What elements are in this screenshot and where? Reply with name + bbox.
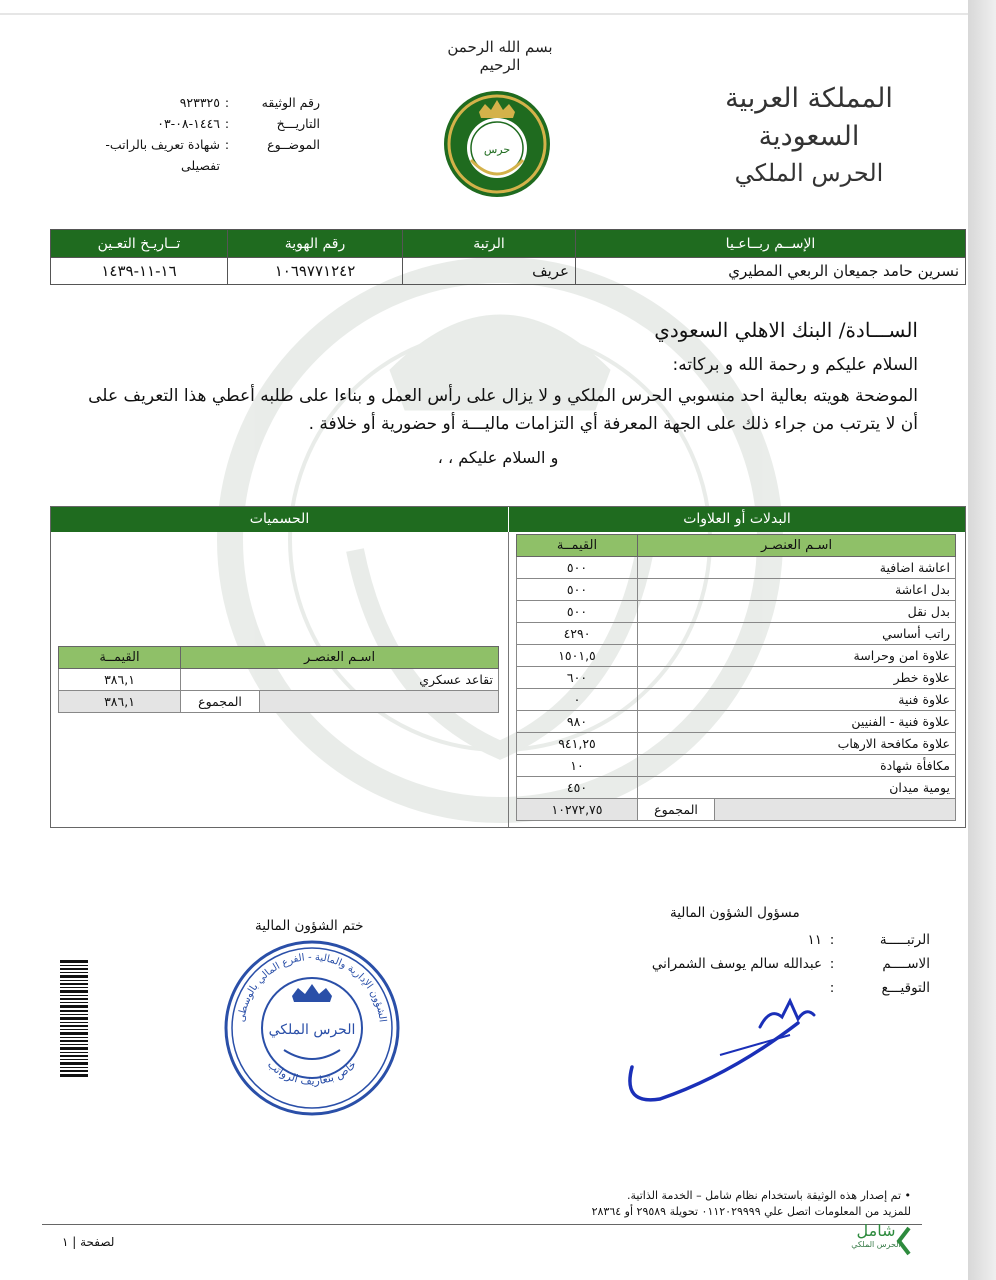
colon: :: [829, 932, 835, 948]
rank-label: الرتبـــــة: [879, 932, 930, 948]
allowance-name: يومية ميدان: [638, 777, 956, 799]
section-divider: [508, 532, 509, 827]
name-label: الاســــم: [882, 956, 930, 972]
allowance-value: ٥٠٠: [517, 557, 638, 579]
finance-stamp: [222, 938, 402, 1118]
stamp-center-text: الحرس الملكي: [268, 1022, 356, 1038]
footer-divider: [42, 1224, 922, 1225]
allowance-value: ٩٤١,٢٥: [517, 733, 638, 755]
header-id: رقم الهوية: [228, 230, 403, 258]
allowance-row: [517, 667, 956, 689]
page-number: لصفحة | ١: [62, 1235, 115, 1249]
addressee: الســـادة/ البنك الاهلي السعودي: [654, 318, 918, 342]
deductions-header-row: [59, 647, 499, 669]
svg-text:حرس: حرس: [483, 143, 511, 156]
colon: :: [224, 116, 230, 131]
doc-number-row: [70, 92, 320, 113]
finance-officer-title: مسؤول الشؤون المالية: [670, 905, 800, 921]
allowance-name: علاوة امن وحراسة: [638, 645, 956, 667]
stamp-title: ختم الشؤون المالية: [255, 918, 364, 934]
colon: :: [829, 980, 835, 996]
subject-label: الموضــوع: [267, 137, 320, 152]
employee-rank: عريف: [403, 258, 576, 285]
deductions-body: [59, 669, 499, 691]
sign-label: التوقيـــع: [881, 980, 930, 996]
allowances-title: البدلات أو العلاوات: [509, 507, 965, 532]
greeting: السلام عليكم و رحمة الله و بركاته:: [672, 355, 918, 375]
allowance-row: [517, 755, 956, 777]
allowance-value: ١٠: [517, 755, 638, 777]
subject-row: [70, 134, 320, 176]
allowances-table: [516, 534, 956, 821]
employee-name: نسرين حامد جميعان الربعي المطيري: [576, 258, 966, 285]
signatory-name: عبدالله سالم يوسف الشمراني: [651, 956, 822, 972]
employee-id: ١٠٦٩٧٧١٢٤٢: [228, 258, 403, 285]
allowance-name: راتب أساسي: [638, 623, 956, 645]
stamp-bottom-text: خاص بتعاريف الرواتب: [265, 1057, 359, 1088]
date-label: التاريـــخ: [276, 116, 320, 131]
kingdom-title: [674, 80, 944, 190]
deduction-row: [59, 669, 499, 691]
doc-number-label: رقم الوثيقه: [261, 95, 320, 110]
allowance-col-value: القيمــة: [517, 535, 638, 557]
header-name: الإســم ربــاعـيا: [576, 230, 966, 258]
allowance-col-name: اسـم العنصـر: [638, 535, 956, 557]
doc-number: ٩٢٣٣٢٥: [179, 95, 220, 110]
allowance-row: [517, 601, 956, 623]
allowance-value: ٥٠٠: [517, 579, 638, 601]
allowances-total-label: المجموع: [638, 799, 715, 820]
blank-cell: [260, 691, 498, 712]
employee-row: [51, 258, 966, 285]
deductions-total-cell: [181, 691, 499, 713]
signatory-rank: ١١: [807, 932, 822, 948]
deductions-total-row: [59, 691, 499, 713]
deduction-col-value: القيمــة: [59, 647, 181, 669]
doc-subject: شهادة تعريف بالراتب- تفصيلى: [105, 137, 220, 173]
allowance-row: [517, 557, 956, 579]
allowance-row: [517, 733, 956, 755]
shamel-brand: شامل: [856, 1221, 896, 1240]
allowances-total: ١٠٢٧٢,٧٥: [517, 799, 638, 821]
deductions-total: ٣٨٦,١: [59, 691, 181, 713]
allowance-name: علاوة خطر: [638, 667, 956, 689]
allowance-value: ١٥٠١,٥: [517, 645, 638, 667]
shamel-brand-sub: الحرس الملكي: [851, 1240, 901, 1249]
date-row: [70, 113, 320, 134]
royal-guard-emblem: [443, 90, 551, 198]
blank-cell: [715, 799, 955, 820]
allowance-name: علاوة فنية - الفنيين: [638, 711, 956, 733]
allowances-body: [517, 557, 956, 799]
deduction-col-name: اسـم العنصـر: [181, 647, 499, 669]
stamp-outer-text: الشؤون الإدارية والمالية - الفرع المالي بالوسطى: [236, 951, 388, 1023]
chevron-icon: [896, 1226, 912, 1256]
signatory-details: [620, 928, 930, 1000]
allowance-name: بدل اعاشة: [638, 579, 956, 601]
header-rank: الرتبة: [403, 230, 576, 258]
allowance-name: اعاشة اضافية: [638, 557, 956, 579]
employee-hire-date: ١٦-١١-١٤٣٩: [51, 258, 228, 285]
doc-date: ١٤٤٦-٠٨-٠٣: [157, 116, 220, 131]
deductions-table: [58, 646, 499, 713]
allowances-total-row: [517, 799, 956, 821]
deductions-title: الحسميات: [51, 507, 508, 532]
allowance-value: ٤٥٠: [517, 777, 638, 799]
colon: :: [224, 95, 230, 110]
colon: :: [224, 137, 230, 152]
allowances-header-row: [517, 535, 956, 557]
allowance-name: علاوة مكافحة الارهاب: [638, 733, 956, 755]
footer-note-contact: للمزيد من المعلومات اتصل علي ٠١١٢٠٢٩٩٩٩ تحويلة ٢٩٥٨٩ أو ٢٨٣٦٤: [591, 1205, 911, 1218]
closing: و السلام عليكم ، ،: [437, 448, 559, 467]
deduction-value: ٣٨٦,١: [59, 669, 181, 691]
allowance-value: ٤٢٩٠: [517, 623, 638, 645]
allowance-row: [517, 579, 956, 601]
allowance-name: علاوة فنية: [638, 689, 956, 711]
page-edge: [0, 13, 968, 15]
signatory-rank-row: [620, 928, 930, 952]
footer-notes: [592, 1188, 911, 1220]
allowance-row: [517, 623, 956, 645]
allowance-value: ٦٠٠: [517, 667, 638, 689]
bismillah-calligraphy: بسم الله الرحمن الرحيم: [447, 38, 553, 74]
allowance-row: [517, 689, 956, 711]
allowance-name: بدل نقل: [638, 601, 956, 623]
signatory-name-row: [620, 952, 930, 976]
allowance-name: مكافأة شهادة: [638, 755, 956, 777]
letter-body: الموضحة هويته بعالية احد منسوبي الحرس الملكي و لا يزال على رأس العمل و بناءا على طلبه أعطي هذا التعريف على أن لا يترتب من جراء ذلك على الجهة المعرفة أي التزامات ماليـــة أو حضورية أو خلافة .: [88, 386, 918, 434]
allowance-row: [517, 711, 956, 733]
employee-header-row: [51, 230, 966, 258]
header-hire-date: تــاريـخ التعـين: [51, 230, 228, 258]
royal-guard-name: الحرس الملكي: [734, 159, 884, 187]
colon: :: [829, 956, 835, 972]
handwritten-signature: [620, 995, 820, 1115]
allowance-value: ٩٨٠: [517, 711, 638, 733]
allowance-value: ٠: [517, 689, 638, 711]
deduction-name: تقاعد عسكري: [181, 669, 499, 691]
barcode: [60, 960, 88, 1078]
allowance-row: [517, 777, 956, 799]
employee-table: [50, 229, 966, 285]
kingdom-name: المملكة العربية السعودية: [725, 83, 893, 152]
footer-note-system: • تم إصدار هذه الوثيقة باستخدام نظام شامل – الخدمة الذاتية.: [627, 1189, 911, 1202]
page-shadow: [968, 0, 996, 1280]
deductions-total-label: المجموع: [181, 691, 260, 712]
svg-text:خاص بتعاريف الرواتب: [265, 1058, 359, 1088]
document-info: [70, 92, 320, 176]
allowance-value: ٥٠٠: [517, 601, 638, 623]
allowance-row: [517, 645, 956, 667]
allowances-total-cell: [638, 799, 956, 821]
